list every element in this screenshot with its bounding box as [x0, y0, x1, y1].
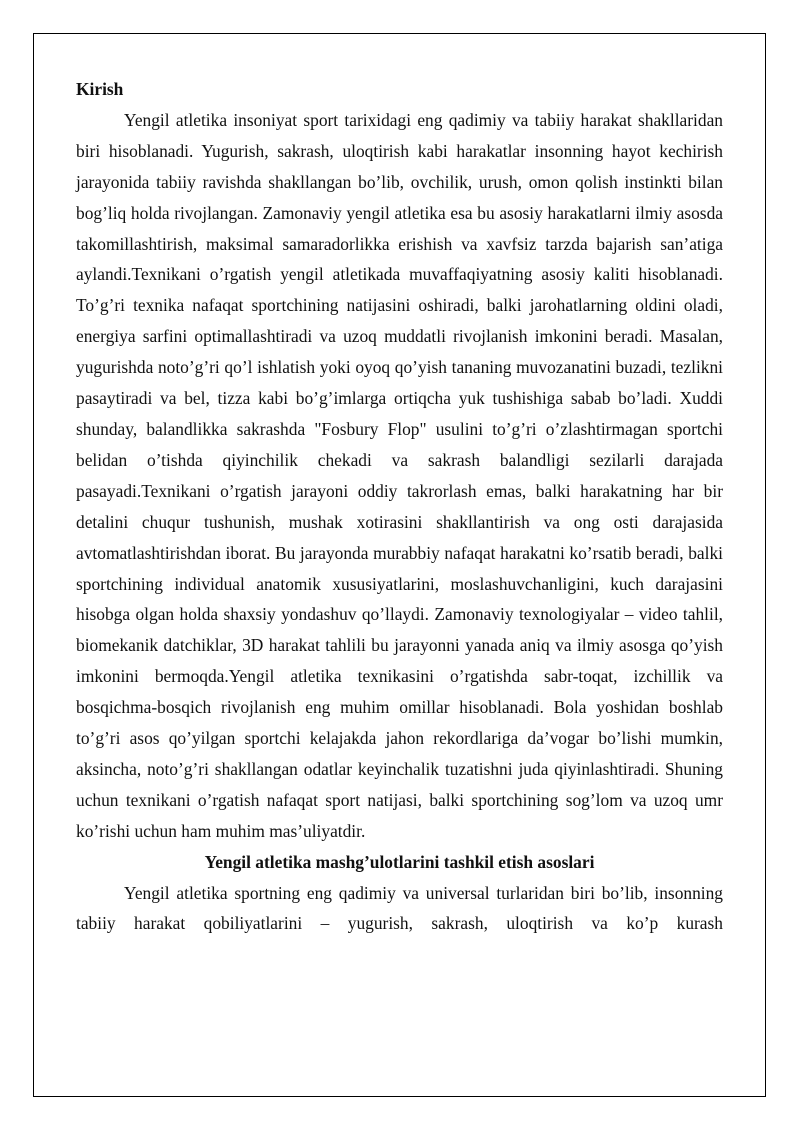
section-heading: Yengil atletika mashg’ulotlarini tashkil etish asoslari [204, 851, 595, 872]
document-body [76, 74, 723, 939]
intro-paragraph: Yengil atletika insoniyat sport tarixidagi eng qadimiy va tabiiy harakat shakllaridan biri hisoblanadi. Yugurish, sakrash, uloqtirish kabi harakatlar insonning hayot kechirish jarayonida tabiiy ravishda shakllangan bo’lib, ovchilik, urush, omon qolish instinkti bilan bog’liq holda rivojlangan. Zamonaviy yengil atletika esa bu asosiy harakatlarni ilmiy asosda takomillashtirish, maksimal samaradorlikka erishish va xavfsiz tarzda bajarish san’atiga aylandi.Texnikani o’rgatish yengil atletikada muvaffaqiyatning asosiy kaliti hisoblanadi. To’g’ri texnika nafaqat sportchining natijasini oshiradi, balki jarohatlarning oldini oladi, energiya sarfini optimallashtiradi va uzoq muddatli rivojlanish imkonini beradi. Masalan, yugurishda noto’g’ri qo’l ishlatish yoki oyoq qo’yish tananing muvozanatini buzadi, tezlikni pasaytiradi va bel, tizza kabi bo’g’imlarga ortiqcha yuk tushishiga sabab bo’ladi. Xuddi shunday, balandlikka sakrashda "Fosbury Flop" usulini to’g’ri o’zlashtirmagan sportchi belidan o’tishda qiyinchilik chekadi va sakrash balandligi sezilarli darajada pasayadi.Texnikani o’rgatish jarayoni oddiy takrorlash emas, balki harakatning har bir detalini chuqur tushunish, mushak xotirasini shakllantirish va ong osti darajasida avtomatlashtirishdan iborat. Bu jarayonda murabbiy nafaqat harakatni ko’rsatib beradi, balki sportchining individual anatomik xususiyatlarini, moslashuvchanligini, kuch darajasini hisobga olgan holda shaxsiy yondashuv qo’llaydi. Zamonaviy texnologiyalar – video tahlil, biomekanik datchiklar, 3D harakat tahlili bu jarayonni yanada aniq va ilmiy asosga qo’yish imkonini bermoqda.Yengil atletika texnikasini o’rgatishda sabr-toqat, izchillik va bosqichma-bosqich rivojlanish eng muhim omillar hisoblanadi. Bola yoshidan boshlab to’g’ri asos qo’yilgan sportchi kelajakda jahon rekordlariga da’vogar bo’lishi mumkin, aksincha, noto’g’ri shakllangan odatlar keyinchalik tuzatishni juda qiyinlashtiradi. Shuning uchun texnikani o’rgatish nafaqat sport natijasi, balki sportchining sog’lom va uzoq umr ko’rishi uchun ham muhim mas’uliyatdir. [76, 109, 723, 841]
section-paragraph: Yengil atletika sportning eng qadimiy va universal turlaridan biri bo’lib, insonning tabiiy harakat qobiliyatlarini – yugurish, sakrash, uloqtirish va ko’p kurash [76, 882, 723, 934]
intro-heading: Kirish [76, 79, 124, 99]
